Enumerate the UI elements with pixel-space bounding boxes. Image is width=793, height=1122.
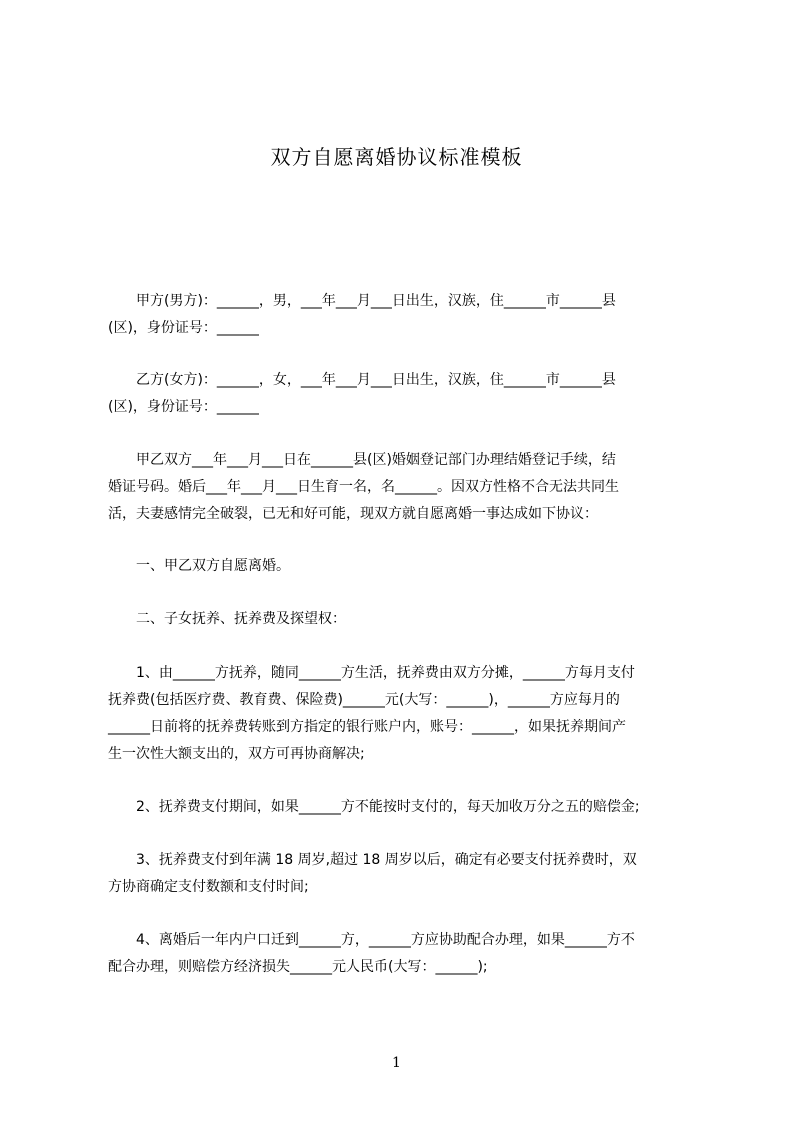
paragraph-party-a: [108, 288, 708, 342]
text-line: 4、离婚后一年内户口迁到______方，______方应协助配合办理，如果______方不: [108, 932, 635, 948]
text-line: (区)，身份证号：______: [108, 399, 259, 415]
text-line: 1、由______方抚养，随同______方生活，抚养费由双方分摊，______方每月支付: [108, 665, 635, 681]
clause-2-late-payment: [108, 794, 708, 821]
clause-1-custody-support: [108, 660, 708, 768]
paragraph-marriage-background: [108, 447, 708, 528]
text-line: 婚证号码。婚后___年___月___日生育一名，名______。因双方性格不合无法共同生: [108, 479, 619, 495]
text-line: ______日前将的抚养费转账到方指定的银行账户内，账号：______，如果抚养期间产: [108, 719, 626, 735]
text-line: 方协商确定支付数额和支付时间;: [108, 879, 309, 895]
text-line: 甲方(男方)：______，男，___年___月___日出生，汉族，住______市______县: [108, 293, 616, 309]
text-line: 甲乙双方___年___月___日在______县(区)婚姻登记部门办理结婚登记手续，结: [108, 452, 616, 468]
text-line: 配合办理，则赔偿方经济损失______元人民币(大写：______);: [108, 959, 488, 975]
clause-3-support-period: [108, 847, 708, 901]
text-line: 活，夫妻感情完全破裂，已无和好可能，现双方就自愿离婚一事达成如下协议：: [108, 506, 598, 522]
paragraph-party-b: [108, 367, 708, 421]
page-number: 1: [392, 1055, 401, 1071]
text-line: 乙方(女方)：______，女，___年___月___日出生，汉族，住______市______县: [108, 372, 616, 388]
clause-voluntary-divorce: [108, 553, 708, 580]
document-title: 双方自愿离婚协议标准模板: [270, 145, 523, 169]
text-line: 二、子女抚养、抚养费及探望权：: [108, 611, 346, 627]
text-line: (区)，身份证号：______: [108, 320, 259, 336]
text-line: 3、抚养费支付到年满 18 周岁,超过 18 周岁以后，确定有必要支付抚养费时，双: [108, 852, 637, 868]
clause-4-household-registration: [108, 927, 708, 981]
text-line: 2、抚养费支付期间，如果______方不能按时支付的，每天加收万分之五的赔偿金;: [108, 799, 640, 815]
text-line: 抚养费(包括医疗费、教育费、保险费)______元(大写：______)，______方应每月的: [108, 692, 620, 708]
text-line: 一、甲乙双方自愿离婚。: [108, 558, 290, 574]
text-line: 生一次性大额支出的，双方可再协商解决;: [108, 746, 365, 762]
clause-child-custody-heading: [108, 606, 708, 633]
